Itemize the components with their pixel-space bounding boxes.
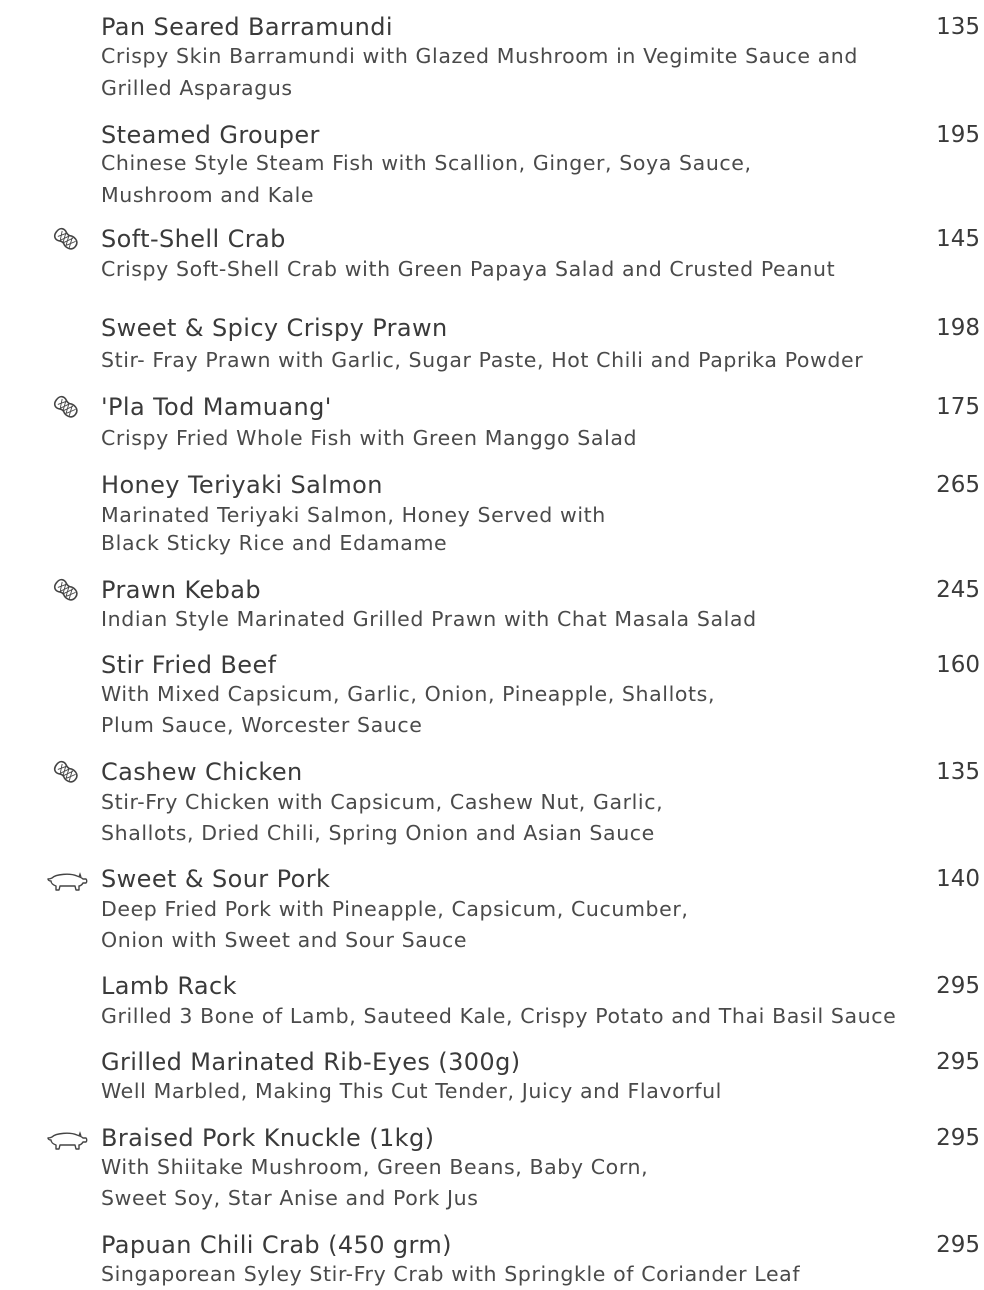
peanut-icon — [50, 757, 90, 785]
dish-description: Deep Fried Pork with Pineapple, Capsicum, Cucumber, — [101, 897, 689, 921]
dish-name: Sweet & Spicy Crispy Prawn — [101, 314, 448, 342]
peanut-icon — [50, 224, 90, 252]
dish-price: 135 — [936, 14, 980, 40]
dish-description: Crispy Fried Whole Fish with Green Manggo Salad — [101, 426, 638, 450]
dish-price: 295 — [936, 1232, 980, 1258]
dish-price: 175 — [936, 394, 980, 420]
pig-icon — [46, 1129, 86, 1157]
dish-price: 295 — [936, 973, 980, 999]
dish-price: 245 — [936, 577, 980, 603]
dish-name: Braised Pork Knuckle (1kg) — [101, 1124, 435, 1152]
dish-name: Steamed Grouper — [101, 121, 320, 149]
dish-description: Plum Sauce, Worcester Sauce — [101, 713, 423, 737]
dish-description: Well Marbled, Making This Cut Tender, Juicy and Flavorful — [101, 1079, 722, 1103]
dish-price: 295 — [936, 1125, 980, 1151]
dish-price: 135 — [936, 759, 980, 785]
peanut-icon — [50, 575, 90, 603]
dish-description: Indian Style Marinated Grilled Prawn with Chat Masala Salad — [101, 607, 757, 631]
dish-price: 145 — [936, 226, 980, 252]
dish-description: Singaporean Syley Stir-Fry Crab with Springkle of Coriander Leaf — [101, 1262, 801, 1286]
dish-description: Marinated Teriyaki Salmon, Honey Served with — [101, 503, 606, 527]
dish-name: Cashew Chicken — [101, 758, 303, 786]
dish-name: Soft-Shell Crab — [101, 225, 286, 253]
dish-description: Grilled 3 Bone of Lamb, Sauteed Kale, Crispy Potato and Thai Basil Sauce — [101, 1004, 897, 1028]
dish-description: Stir- Fray Prawn with Garlic, Sugar Paste, Hot Chili and Paprika Powder — [101, 348, 864, 372]
dish-description: With Shiitake Mushroom, Green Beans, Baby Corn, — [101, 1155, 649, 1179]
dish-price: 160 — [936, 652, 980, 678]
dish-name: Lamb Rack — [101, 972, 237, 1000]
dish-price: 140 — [936, 866, 980, 892]
dish-description: Grilled Asparagus — [101, 76, 293, 100]
dish-description: Mushroom and Kale — [101, 183, 315, 207]
dish-price: 195 — [936, 122, 980, 148]
dish-description: Crispy Soft-Shell Crab with Green Papaya Salad and Crusted Peanut — [101, 257, 836, 281]
dish-name: Stir Fried Beef — [101, 651, 277, 679]
dish-price: 295 — [936, 1049, 980, 1075]
dish-price: 198 — [936, 315, 980, 341]
dish-price: 265 — [936, 472, 980, 498]
dish-description: Black Sticky Rice and Edamame — [101, 531, 448, 555]
dish-name: Sweet & Sour Pork — [101, 865, 331, 893]
dish-name: 'Pla Tod Mamuang' — [101, 393, 332, 421]
dish-description: Chinese Style Steam Fish with Scallion, Ginger, Soya Sauce, — [101, 151, 752, 175]
dish-name: Honey Teriyaki Salmon — [101, 471, 383, 499]
dish-description: Stir-Fry Chicken with Capsicum, Cashew Nut, Garlic, — [101, 790, 664, 814]
peanut-icon — [50, 392, 90, 420]
dish-name: Grilled Marinated Rib-Eyes (300g) — [101, 1048, 521, 1076]
dish-description: With Mixed Capsicum, Garlic, Onion, Pineapple, Shallots, — [101, 682, 716, 706]
dish-description: Onion with Sweet and Sour Sauce — [101, 928, 468, 952]
dish-name: Prawn Kebab — [101, 576, 261, 604]
dish-name: Pan Seared Barramundi — [101, 13, 393, 41]
pig-icon — [46, 870, 86, 898]
dish-description: Shallots, Dried Chili, Spring Onion and Asian Sauce — [101, 821, 655, 845]
dish-description: Crispy Skin Barramundi with Glazed Mushroom in Vegimite Sauce and — [101, 44, 859, 68]
dish-description: Sweet Soy, Star Anise and Pork Jus — [101, 1186, 479, 1210]
dish-name: Papuan Chili Crab (450 grm) — [101, 1231, 452, 1259]
